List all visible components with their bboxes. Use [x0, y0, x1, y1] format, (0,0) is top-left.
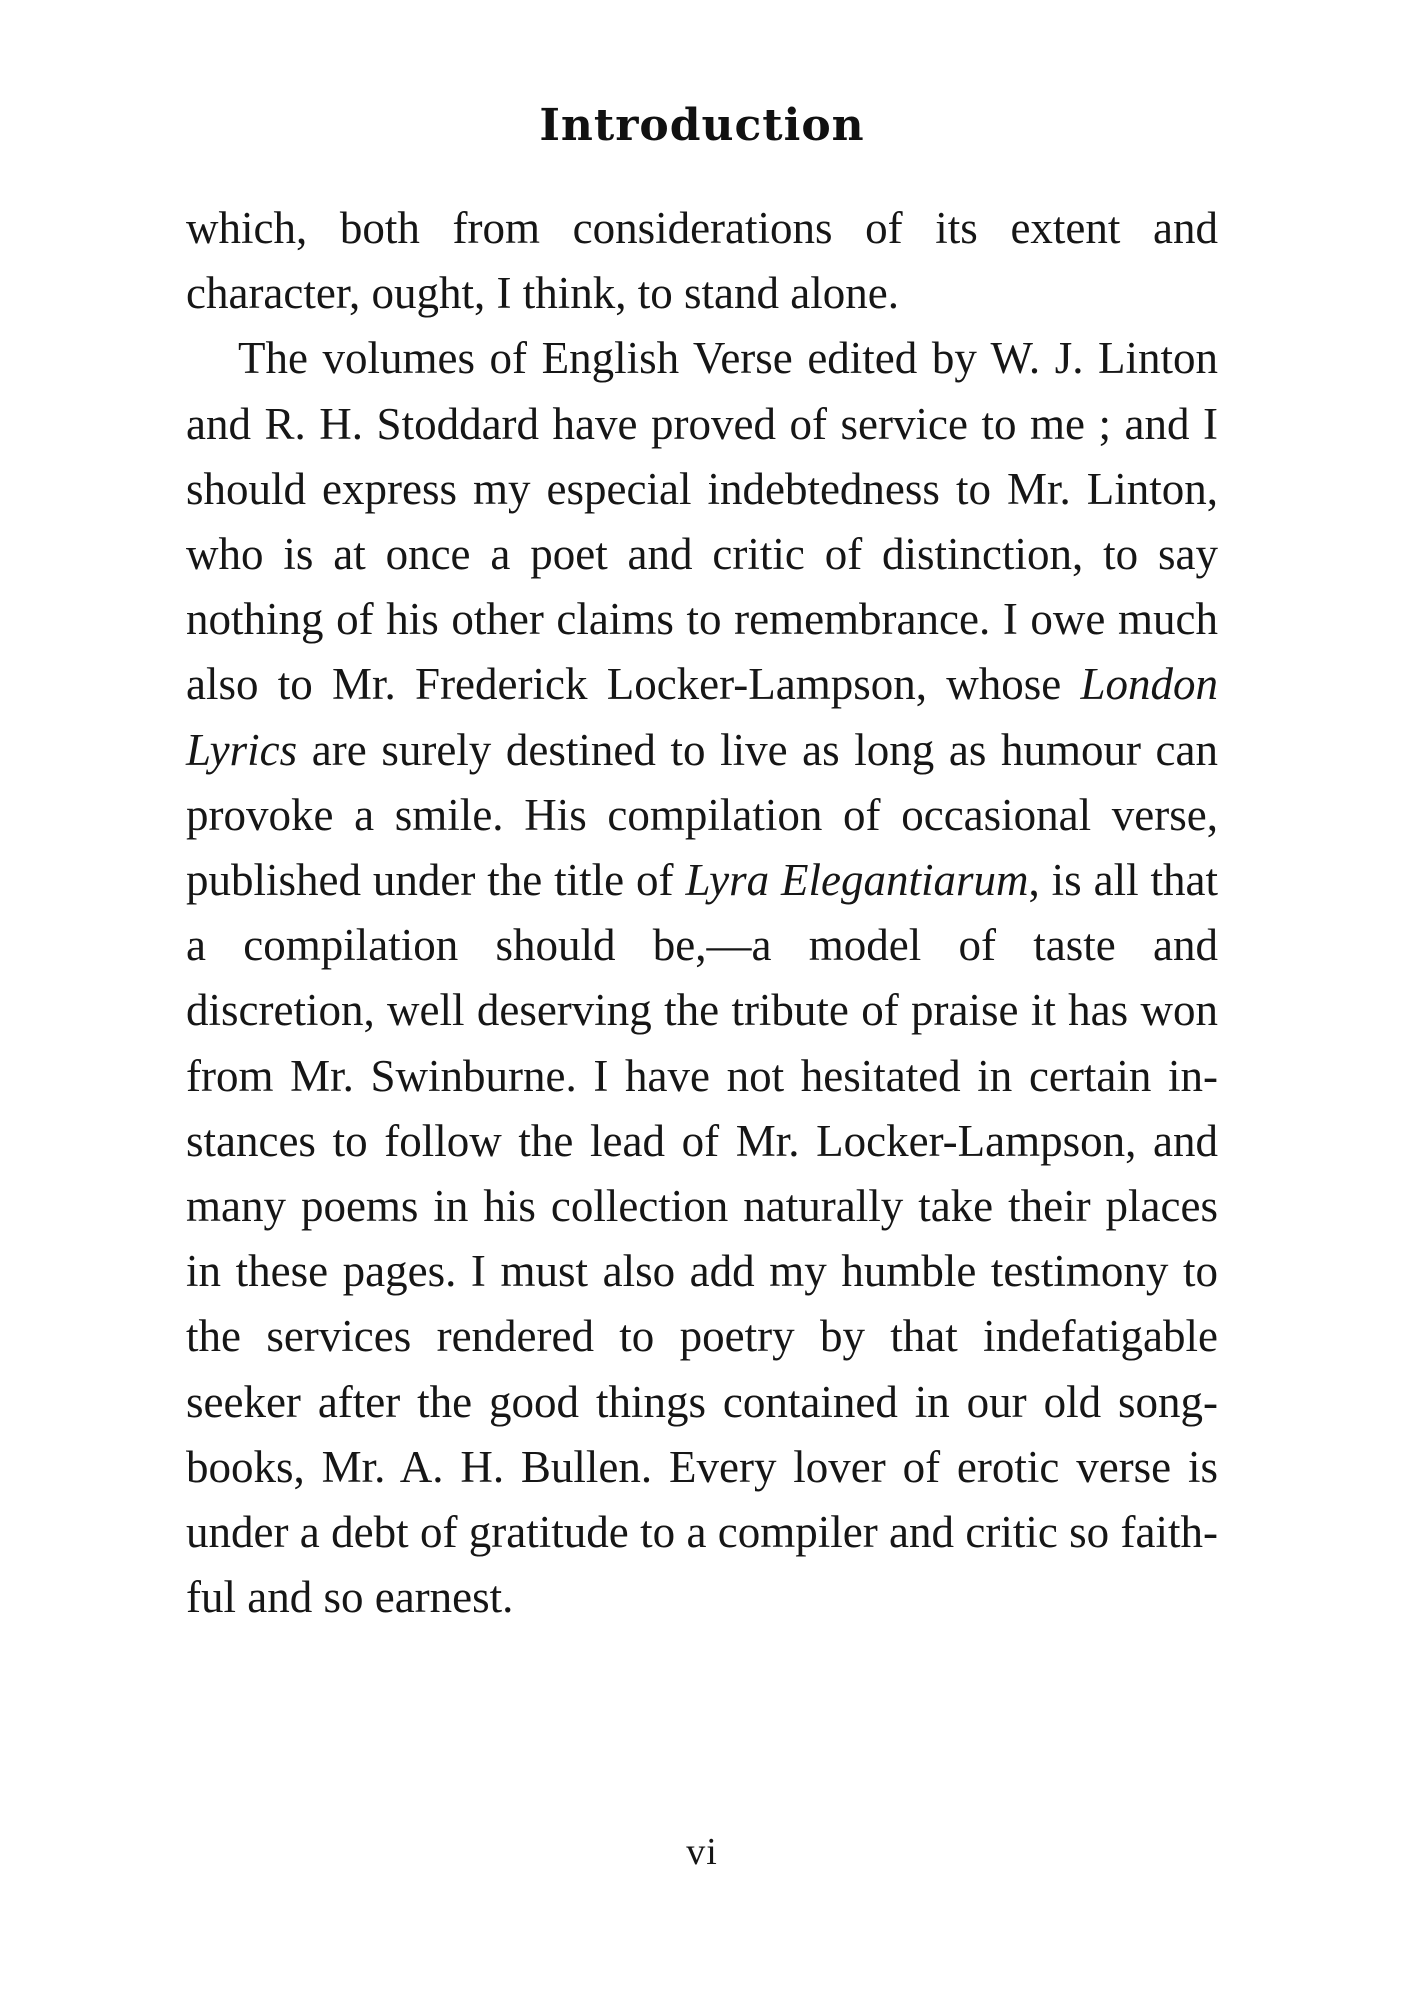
paragraph-text-part-3: , is all that a compilation should be,—a model of taste and discretion, well deserving the tribute of praise it has won from Mr. Swinburne. I have not hesitated in certain instances to follow the lead of Mr. Locker-Lampson, and many poems in his collection naturally take their places in these pages. I must also add my humble testimony to the services rendered to poetry by that indefatigable seeker after the good things contained in our old song-books, Mr. A. H. Bullen. Every lover of erotic verse is under a debt of gratitude to a compiler and critic so faithful and so earnest.: [186, 855, 1218, 1623]
paragraph-continuation: which, both from considerations of its extent and character, ought, I think, to stand alone.: [186, 203, 1218, 319]
body-text: [186, 196, 1218, 1630]
paragraph-text-part-2: are surely destined to live as long as humour can provoke a smile. His compilation of occasional verse, published under the title of: [186, 724, 1218, 906]
book-title-london-lyrics: London Lyrics: [186, 659, 1218, 775]
book-title-lyra-elegantiarum: Lyra Elegantiarum: [685, 855, 1029, 906]
paragraph-text-part-1: The volumes of English Verse edited by W. J. Linton and R. H. Stoddard have proved of service to me ; and I should express my especial indebtedness to Mr. Linton, who is at once a poet and critic of distinction, to say nothing of his other claims to remembrance. I owe much also to Mr. Frederick Locker-Lampson, whose: [186, 333, 1218, 710]
paragraph-acknowledgements: [186, 326, 1218, 1630]
page-number: vi: [686, 1831, 718, 1873]
running-title: Introduction: [539, 100, 865, 151]
